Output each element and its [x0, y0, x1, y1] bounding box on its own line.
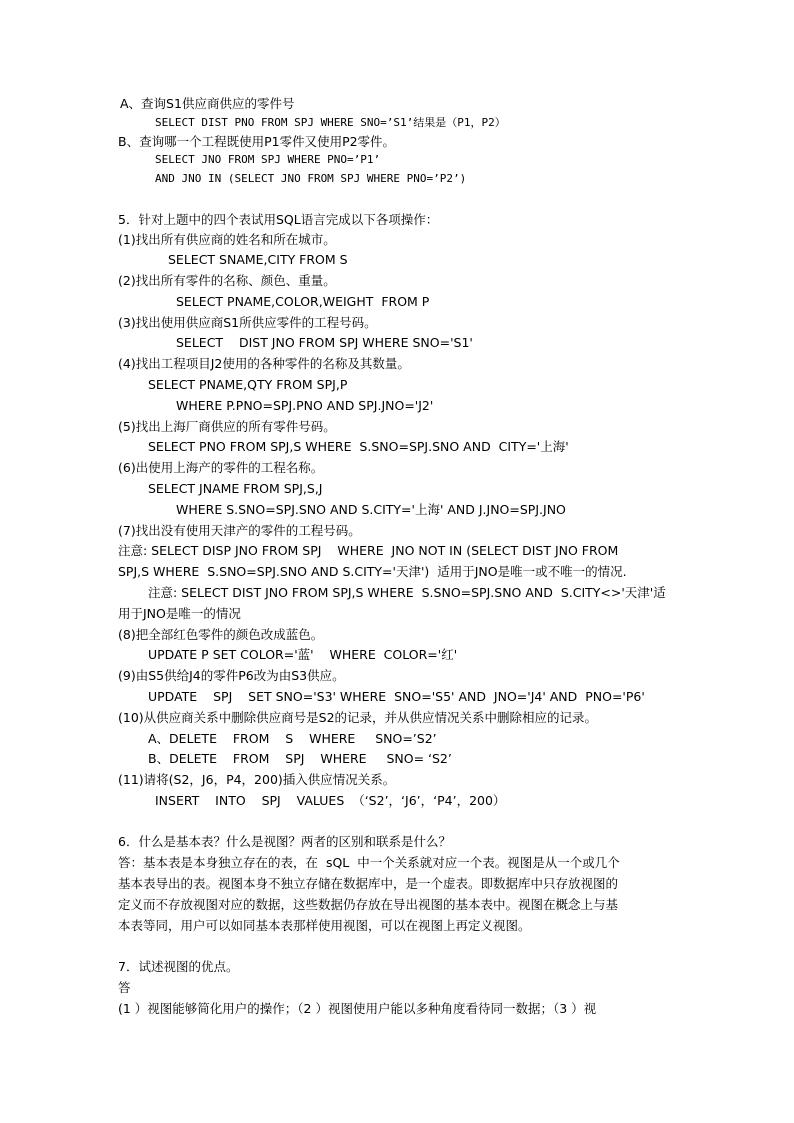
text-line: (5)找出上海厂商供应的所有零件号码。 — [118, 419, 336, 434]
text-line: SPJ,S WHERE S.SNO=SPJ.SNO AND S.CITY='天津') 适用于JNO是唯一或不唯一的情况. — [118, 564, 627, 579]
code-line: WHERE P.PNO=SPJ.PNO AND SPJ.JNO='J2' — [176, 398, 434, 413]
text-line: (4)找出工程项目J2使用的各种零件的名称及其数量。 — [118, 356, 410, 371]
text-line: (3)找出使用供应商S1所供应零件的工程号码。 — [118, 315, 377, 330]
text-line: 本表等同，用户可以如同基本表那样使用视图，可以在视图上再定义视图。 — [118, 918, 531, 933]
code-line: B、DELETE FROM SPJ WHERE SNO= ‘S2’ — [148, 751, 452, 766]
text-line: (11)请将(S2，J6，P4，200)插入供应情况关系。 — [118, 772, 396, 787]
code-line: SELECT JNO FROM SPJ WHERE PNO=’P1’ — [155, 153, 381, 166]
text-line: 用于JNO是唯一的情况 — [118, 606, 241, 621]
text-line: B、查询哪一个工程既使用P1零件又使用P2零件。 — [118, 134, 396, 149]
text-line: 基本表导出的表。视图本身不独立存储在数据库中，是一个虚表。即数据库中只存放视图的 — [118, 876, 619, 891]
question-heading: 5．针对上题中的四个表试用SQL语言完成以下各项操作： — [118, 212, 439, 227]
code-line: WHERE S.SNO=SPJ.SNO AND S.CITY='上海' AND J.JNO=SPJ.JNO — [176, 502, 566, 517]
code-line: SELECT DIST JNO FROM SPJ WHERE SNO='S1' — [176, 335, 473, 350]
text-line: (6)出使用上海产的零件的工程名称。 — [118, 460, 324, 475]
code-line: UPDATE P SET COLOR='蓝' WHERE COLOR='红' — [148, 647, 458, 662]
text-line: (1 ）视图能够简化用户的操作；（2 ）视图使用户能以多种角度看待同一数据；（3 ）视 — [118, 1001, 597, 1016]
text-line: 定义而不存放视图对应的数据，这些数据仍存放在导出视图的基本表中。视图在概念上与基 — [118, 897, 619, 912]
text-line: (10)从供应商关系中删除供应商号是S2的记录，并从供应情况关系中删除相应的记录。 — [118, 710, 598, 725]
code-line: SELECT PNAME,QTY FROM SPJ,P — [148, 377, 348, 392]
text-line: 注意: SELECT DIST JNO FROM SPJ,S WHERE S.SNO=SPJ.SNO AND S.CITY<>'天津'适 — [148, 585, 666, 600]
text-line: (1)找出所有供应商的姓名和所在城市。 — [118, 232, 336, 247]
code-line: SELECT DIST PNO FROM SPJ WHERE SNO=’S1’结果是（P1，P2） — [155, 116, 506, 129]
text-line: A、查询S1供应商供应的零件号 — [120, 96, 295, 111]
code-line: SELECT JNAME FROM SPJ,S,J — [148, 481, 323, 496]
code-line: SELECT PNO FROM SPJ,S WHERE S.SNO=SPJ.SNO AND CITY='上海' — [148, 439, 569, 454]
code-line: SELECT SNAME,CITY FROM S — [168, 252, 348, 267]
text-line: 答 — [118, 980, 131, 995]
text-line: (9)由S5供给J4的零件P6改为由S3供应。 — [118, 668, 345, 683]
code-line: INSERT INTO SPJ VALUES （‘S2’，‘J6’，‘P4’，200） — [155, 793, 506, 808]
question-heading: 6．什么是基本表？什么是视图？两者的区别和联系是什么？ — [118, 834, 451, 849]
code-line: AND JNO IN (SELECT JNO FROM SPJ WHERE PNO=’P2’) — [155, 172, 467, 185]
text-line: (8)把全部红色零件的颜色改成蓝色。 — [118, 627, 324, 642]
text-line: 注意: SELECT DISP JNO FROM SPJ WHERE JNO NOT IN (SELECT DIST JNO FROM — [118, 543, 619, 558]
code-line: UPDATE SPJ SET SNO='S3' WHERE SNO='S5' AND JNO='J4' AND PNO='P6' — [148, 689, 645, 704]
text-line: 答：基本表是本身独立存在的表，在 sQL 中一个关系就对应一个表。视图是从一个或几个 — [118, 855, 620, 870]
text-line: (2)找出所有零件的名称、颜色、重量。 — [118, 273, 336, 288]
question-heading: 7．试述视图的优点。 — [118, 959, 239, 974]
text-line: (7)找出没有使用天津产的零件的工程号码。 — [118, 523, 361, 538]
code-line: A、DELETE FROM S WHERE SNO=’S2’ — [148, 731, 437, 746]
code-line: SELECT PNAME,COLOR,WEIGHT FROM P — [176, 294, 430, 309]
